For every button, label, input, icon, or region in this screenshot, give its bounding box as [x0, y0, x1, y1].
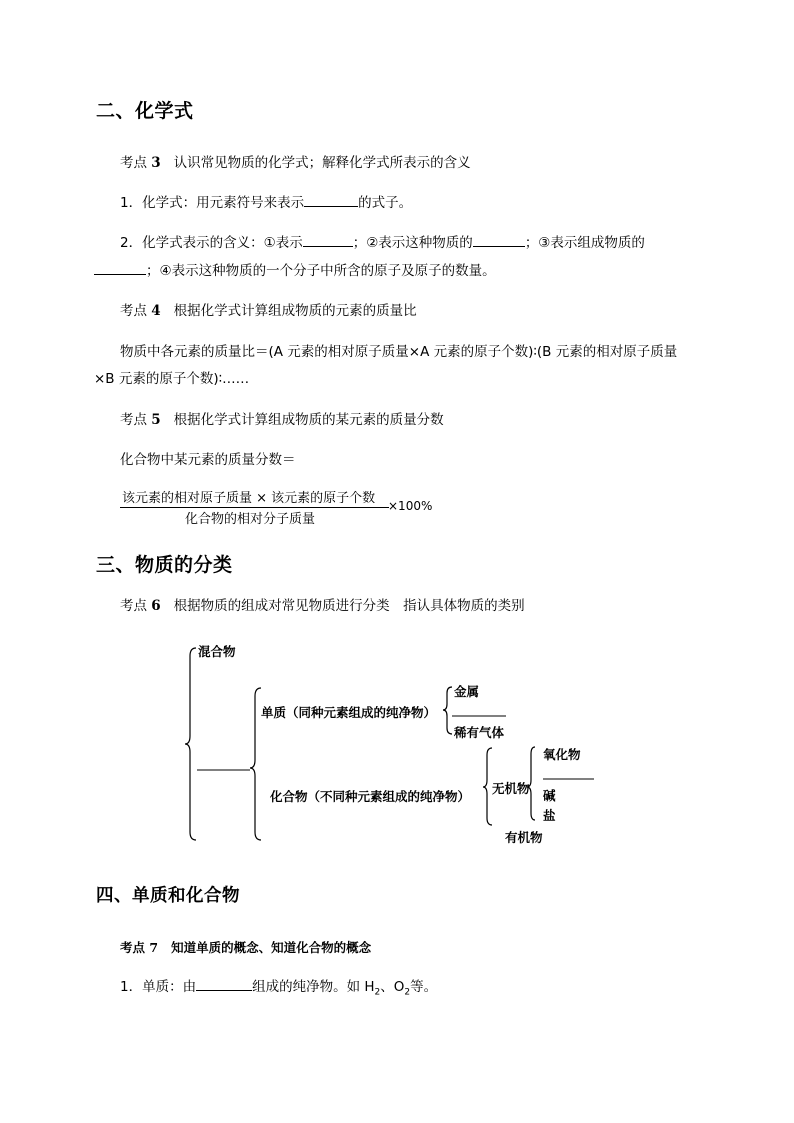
- tree-element: 单质（同种元素组成的纯净物）: [261, 705, 437, 720]
- fraction-denominator: 化合物的相对分子质量: [185, 512, 316, 527]
- text: ；②表示这种物质的: [352, 235, 473, 251]
- subscript: 2: [374, 987, 381, 998]
- section-title-classification: 三、物质的分类: [96, 554, 233, 576]
- kaodian-label: 考点: [120, 155, 147, 171]
- text: 的式子。: [358, 195, 413, 211]
- percent-factor: ×100%: [388, 499, 433, 513]
- text: ；③表示组成物质的: [524, 235, 645, 251]
- tree-compound: 化合物（不同种元素组成的纯净物）: [270, 789, 471, 804]
- paragraph-element-def: [120, 975, 437, 998]
- fill-blank: [196, 976, 252, 991]
- tree-base: 碱: [543, 788, 556, 803]
- kaodian-text: 知道单质的概念、知道化合物的概念: [171, 940, 372, 955]
- kaodian-text: 根据化学式计算组成物质的元素的质量比: [173, 303, 417, 319]
- text: 1．单质：由: [120, 979, 197, 995]
- kaodian-number: 3: [151, 155, 161, 171]
- kaodian-label: 考点: [120, 940, 146, 955]
- tree-oxide: 氧化物: [543, 747, 581, 762]
- kaodian-label: 考点: [120, 598, 147, 614]
- subscript: 2: [404, 987, 411, 998]
- fraction-intro: 化合物中某元素的质量分数＝: [120, 452, 296, 468]
- ratio-line-1: 物质中各元素的质量比＝(A 元素的相对原子质量×A 元素的原子个数)∶(B 元素的相对原子质量: [120, 344, 678, 360]
- tree-metal: 金属: [454, 684, 480, 699]
- ratio-line-2: ×B 元素的原子个数)∶……: [94, 371, 250, 387]
- tree-organic: 有机物: [505, 830, 543, 845]
- kaodian-7: [120, 938, 371, 956]
- section-title-formula: 二、化学式: [96, 100, 194, 122]
- text: 1．化学式：用元素符号来表示: [120, 195, 305, 211]
- kaodian-label: 考点: [120, 412, 147, 428]
- text: 等。: [410, 979, 438, 995]
- fraction-numerator: 该元素的相对原子质量 × 该元素的原子个数: [122, 491, 376, 506]
- kaodian-number: 5: [151, 412, 161, 428]
- brace-pure: [250, 688, 261, 840]
- text: 、O: [380, 979, 405, 995]
- kaodian-label: 考点: [120, 303, 147, 319]
- kaodian-text: 根据物质的组成对常见物质进行分类 指认具体物质的类别: [173, 598, 525, 614]
- text: 2．化学式表示的含义：①表示: [120, 235, 303, 251]
- text: ；④表示这种物质的一个分子中所含的原子及原子的数量。: [146, 263, 496, 279]
- tree-salt: 盐: [543, 808, 556, 823]
- section-title-element-compound: 四、单质和化合物: [96, 886, 240, 906]
- kaodian-number: 6: [151, 598, 161, 614]
- brace-big: [185, 648, 196, 840]
- tree-rare-gas: 稀有气体: [454, 725, 505, 740]
- brace-compound: [483, 748, 492, 825]
- brace-element: [443, 687, 452, 734]
- text: 组成的纯净物。如 H: [252, 979, 375, 995]
- kaodian-text: 根据化学式计算组成物质的某元素的质量分数: [173, 412, 444, 428]
- kaodian-text: 认识常见物质的化学式；解释化学式所表示的含义: [173, 155, 471, 171]
- tree-inorganic: 无机物: [492, 781, 530, 796]
- kaodian-number: 4: [151, 303, 161, 319]
- kaodian-number: 7: [149, 940, 159, 955]
- tree-mixture: 混合物: [198, 644, 236, 659]
